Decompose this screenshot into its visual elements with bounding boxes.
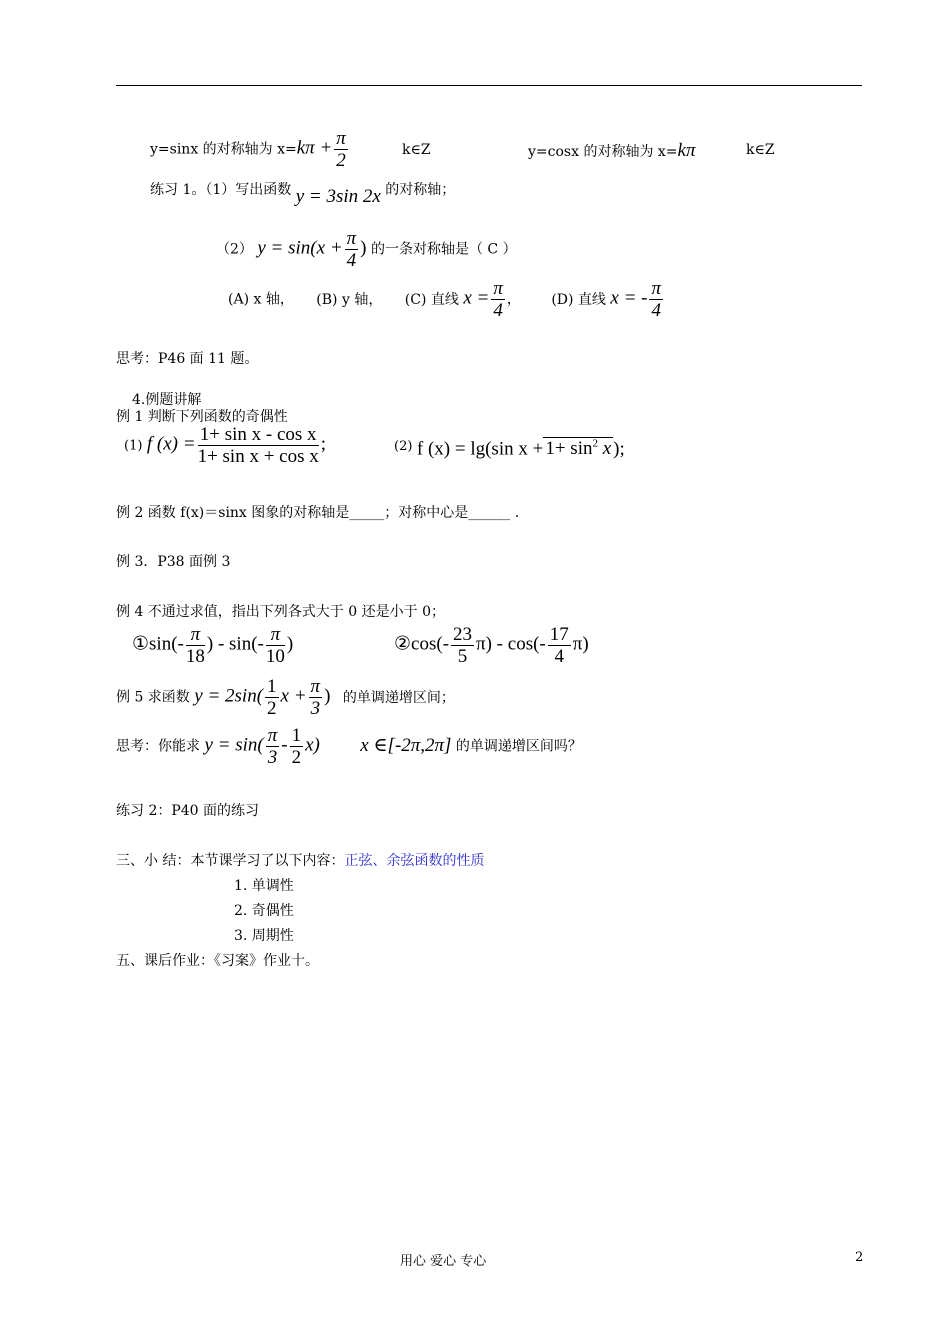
e4b-start: ②cos(- <box>394 633 450 655</box>
e4b-end: π) <box>572 633 589 655</box>
sin-axis-term: kπ + <box>296 137 333 159</box>
think-1: 思考：P46 面 11 题。 <box>116 351 259 367</box>
q2-suffix: 的一条对称轴是（ C ） <box>370 241 517 258</box>
exercise-1-formula: y = 3sin 2x <box>295 186 381 207</box>
p2-end: ); <box>613 438 625 460</box>
example-5-label: 例 5 求函数 <box>116 689 190 706</box>
summary-item: 3. 周期性 <box>234 928 294 944</box>
summary-highlight: 正弦、余弦函数的性质 <box>344 853 485 869</box>
sin-axis-fraction: $\frac{\pi}{2}$ <box>336 128 346 171</box>
think-2-label: 思考：你能求 <box>116 738 200 755</box>
summary-line <box>116 850 484 870</box>
think-2 <box>116 725 582 768</box>
e4b-fraction-1: $\frac{23}{5}$ <box>453 624 473 667</box>
p1-label: (1) <box>124 438 143 454</box>
options-line <box>228 278 665 321</box>
footer-motto: 用心 爱心 专心 <box>400 1254 487 1269</box>
example-4-a <box>132 624 293 667</box>
option-c-fraction: $\frac{\pi}{4}$ <box>493 278 503 321</box>
exercise-1-q2 <box>216 228 517 271</box>
exercise-2: 练习 2：P40 面的练习 <box>116 803 260 819</box>
sin-axis-prefix: y=sinx 的对称轴为 x= <box>150 141 297 158</box>
e4a-mid: ) - sin(- <box>206 633 264 655</box>
p2-sqrt: $1+ \sin^2 x$ <box>545 438 612 460</box>
e4a-fraction-1: $\frac{\pi}{18}$ <box>185 624 205 667</box>
e4b-mid: π) - cos(- <box>476 633 546 655</box>
option-c-formula: x = <box>463 287 490 309</box>
exercise-1-line <box>150 178 456 207</box>
summary-item: 2. 奇偶性 <box>234 903 294 919</box>
example-5-suffix: 的单调递增区间； <box>342 689 455 706</box>
summary-label: 三、小 结：本节课学习了以下内容： <box>116 853 345 869</box>
example-1-part-2 <box>394 438 625 460</box>
option-d-fraction: $\frac{\pi}{4}$ <box>651 278 662 321</box>
think-2-end: x) <box>305 734 320 756</box>
example-1-title: 例 1 判断下列函数的奇偶性 <box>116 409 288 425</box>
p2-label: (2) <box>394 439 413 455</box>
example-5-formula: y = 2sin( <box>194 685 264 707</box>
think-2-formula: y = sin( <box>204 734 264 756</box>
example-5-fraction-2: $\frac{\pi}{3}$ <box>310 676 321 719</box>
e4a-end: ) <box>286 633 294 655</box>
think-2-range: x ∈[-2π,2π] <box>360 734 452 756</box>
q2-close: ) <box>360 237 367 259</box>
option-c: (C) 直线 <box>404 291 459 308</box>
example-2: 例 2 函数 f(x)＝sinx 图象的对称轴是_____；对称中心是______ . <box>116 505 520 521</box>
example-3: 例 3．P38 面例 3 <box>116 554 231 570</box>
think-2-fraction-1: $\frac{\pi}{3}$ <box>267 725 278 768</box>
e4a-fraction-2: $\frac{\pi}{10}$ <box>265 624 285 667</box>
think-2-suffix: 的单调递增区间吗？ <box>455 738 582 755</box>
e4b-fraction-2: $\frac{17}{4}$ <box>549 624 569 667</box>
option-d-formula: x = - <box>610 287 648 309</box>
summary-item: 1. 单调性 <box>234 878 294 894</box>
p1-end: ; <box>320 433 327 455</box>
exercise-1-label: 练习 1。（1）写出函数 <box>150 182 292 198</box>
homework: 五、课后作业：《习案》作业十。 <box>116 953 319 969</box>
p1-fraction: $\frac{\text{1+ sin x - cos x}}{\text{1+ sin x + cos x}}$ <box>197 424 319 467</box>
q2-fraction: $\frac{\pi}{4}$ <box>346 228 357 271</box>
option-b: (B) y 轴， <box>316 291 383 308</box>
page-number: 2 <box>855 1250 864 1265</box>
exercise-1-suffix: 的对称轴； <box>385 182 456 198</box>
think-2-mid: - <box>281 734 288 756</box>
example-5-fraction-1: $\frac{1}{2}$ <box>267 676 277 719</box>
header-rule <box>116 85 862 86</box>
cos-axis-term: kπ <box>677 140 696 161</box>
option-d: (D) 直线 <box>551 291 606 308</box>
think-2-fraction-2: $\frac{1}{2}$ <box>291 725 302 768</box>
example-5 <box>116 676 455 719</box>
example-4-b <box>394 624 589 667</box>
sin-axis-line <box>150 128 350 171</box>
cos-k-range: k∈Z <box>746 142 775 158</box>
option-c-end: ， <box>506 291 521 308</box>
cos-axis-line <box>528 140 695 162</box>
example-1-part-1 <box>124 424 326 467</box>
example-5-mid: x + <box>280 685 307 707</box>
cos-axis-prefix: y=cosx 的对称轴为 x= <box>528 144 678 160</box>
p1-lhs: f (x) = <box>146 433 196 455</box>
e4a-start: ①sin(- <box>132 633 184 655</box>
sin-k-range: k∈Z <box>402 142 431 158</box>
p2-formula: f (x) = lg(sin x + <box>416 438 544 460</box>
example-5-end: ) <box>324 685 331 707</box>
q2-prefix: （2） <box>216 241 253 258</box>
section-4-heading: 4.例题讲解 <box>132 392 202 408</box>
q2-formula: y = sin(x + <box>257 237 343 259</box>
option-a: (A) x 轴， <box>228 291 294 308</box>
example-4-title: 例 4 不通过求值，指出下列各式大于 0 还是小于 0； <box>116 604 445 620</box>
